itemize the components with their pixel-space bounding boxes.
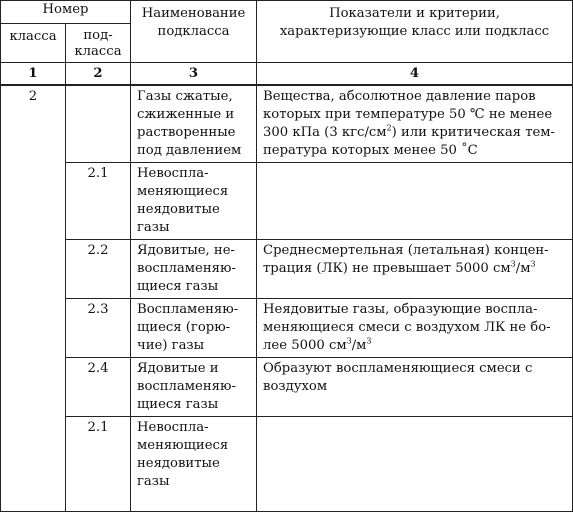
criteria-line: которых при температуре 50 ℃ не менее [263,107,553,122]
subclass-name-cell [131,240,257,299]
criteria-line [263,124,566,142]
subclass-cell [66,85,131,163]
table-row [1,240,573,299]
name-line: растворенные [137,125,236,140]
column-number-row [1,63,573,86]
criteria-line: Вещества, абсолютное давление паров [263,89,536,104]
name-line: под давлением [137,143,242,158]
criteria-line: Образуют воспламеняющиеся смеси с [263,361,533,376]
header-subclass-line-2: класса [74,44,122,59]
name-line: Невоспла- [137,166,209,181]
name-line: щиеся газы [137,397,219,412]
class-cell: 2 [1,85,66,512]
criteria-text: ) или критическая тем- [391,125,556,140]
criteria-line [263,337,566,355]
criteria-line: меняющиеся смеси с воздухом ЛК не бо- [263,320,551,335]
header-class: класса [1,24,66,63]
name-line: чие) газы [137,338,205,353]
header-name-line-1: Наименование [141,6,246,21]
subclass-name-cell [131,358,257,417]
column-number-4: 4 [257,63,573,86]
criteria-cell [257,163,573,240]
header-criteria-line-2: характеризующие класс или подкласс [279,24,550,39]
name-line: Ядовитые, не- [137,243,235,258]
name-line: газы [137,220,170,235]
name-line: неядовитые [137,202,220,217]
table-row [1,85,573,163]
subclass-name-cell [131,417,257,512]
table-row [1,358,573,417]
name-line: щиеся (горю- [137,320,231,335]
name-line: меняющиеся [137,184,229,199]
name-line: Ядовитые и [137,361,219,376]
criteria-text: лее 5000 см [263,338,347,353]
table-row [1,299,573,358]
subclass-cell: 2.1 [66,163,131,240]
criteria-cell [257,299,573,358]
column-number-2: 2 [66,63,131,86]
superscript: 3 [530,259,536,269]
subclass-cell: 2.3 [66,299,131,358]
name-line: воспламеняю- [137,261,236,276]
criteria-text: трация (ЛК) не превышает 5000 см [263,261,511,276]
subclass-cell: 2.4 [66,358,131,417]
name-line: Газы сжатые, [137,89,233,104]
table-row [1,417,573,512]
header-number: Номер [1,1,131,24]
criteria-text: /м [351,338,367,353]
superscript: 3 [346,336,352,346]
name-line: Невоспла- [137,420,209,435]
header-subclass-line-1: под- [83,28,113,43]
subclass-name-cell [131,163,257,240]
criteria-line [263,260,566,278]
header-row-1 [1,1,573,24]
criteria-cell [257,417,573,512]
superscript: 3 [366,336,372,346]
subclass-name-cell [131,85,257,163]
name-line: неядовитые [137,456,220,471]
column-number-1: 1 [1,63,66,86]
superscript: 2 [386,123,392,133]
criteria-text: 300 кПа (3 кгс/см [263,125,387,140]
criteria-line: воздухом [263,379,328,394]
subclass-cell: 2.1 [66,417,131,512]
criteria-cell [257,358,573,417]
name-line: газы [137,474,170,489]
header-subclass [66,24,131,63]
subclass-cell: 2.2 [66,240,131,299]
subclass-name-cell [131,299,257,358]
name-line: Воспламеняю- [137,302,239,317]
superscript: 3 [510,259,516,269]
criteria-line: Среднесмертельная (летальная) концен- [263,243,549,258]
header-subclass-name [131,1,257,63]
header-criteria [257,1,573,63]
criteria-line: Неядовитые газы, образующие воспла- [263,302,538,317]
criteria-cell [257,85,573,163]
column-number-3: 3 [131,63,257,86]
name-line: щиеся газы [137,279,219,294]
name-line: воспламеняю- [137,379,236,394]
table-row [1,163,573,240]
name-line: меняющиеся [137,438,229,453]
name-line: сжиженные и [137,107,235,122]
criteria-cell [257,240,573,299]
criteria-text: /м [515,261,531,276]
criteria-line: пература которых менее 50 ˚С [263,143,478,158]
header-criteria-line-1: Показатели и критерии, [329,6,500,21]
header-name-line-2: подкласса [157,24,230,39]
